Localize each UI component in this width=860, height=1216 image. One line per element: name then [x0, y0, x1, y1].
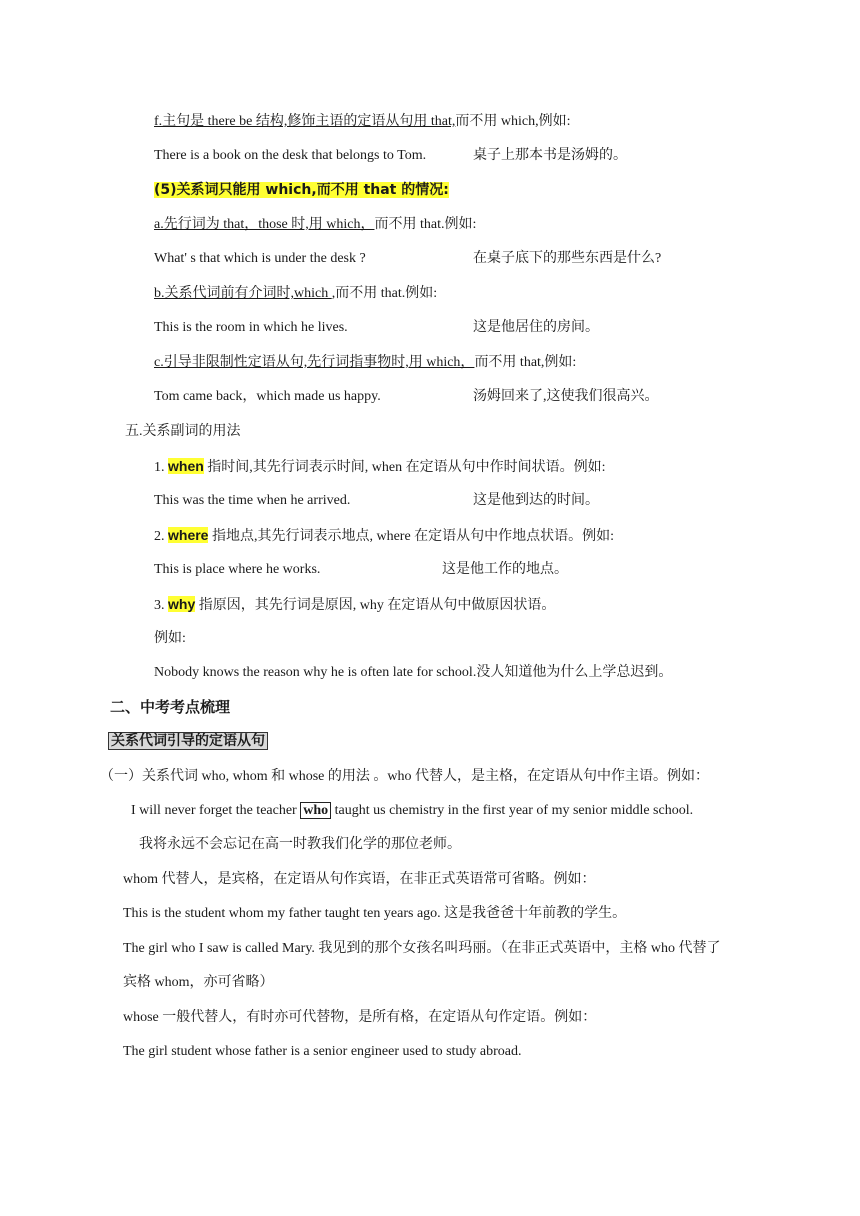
rule-a-rest: 而不用 that.例如: [374, 217, 477, 232]
adverb-why-example: Nobody knows the reason why he is often late for school.没人知道他为什么上学总迟到。 [154, 665, 673, 680]
rule-c-underlined: c.引导非限制性定语从句,先行词指事物时,用 which， [154, 355, 475, 370]
rule-c-line [154, 353, 576, 373]
adverb-when-num: 1. [154, 460, 168, 475]
whom-example: This is the student whom my father taught ten years ago. 这是我爸爸十年前教的学生。 [123, 906, 627, 921]
rule-c-rest: 而不用 that,例如: [474, 355, 577, 370]
who-example-line1: The girl who I saw is called Mary. 我见到的那个女孩名叫玛丽。（在非正式英语中，主格 who 代替了 [123, 941, 721, 956]
part-one-ex1-boxed-who: who [300, 802, 331, 819]
section-5-heading [154, 180, 449, 201]
part-one-ex1-before: I will never forget the teacher [131, 803, 301, 818]
adverb-where-example-cn: 这是他工作的地点。 [442, 562, 568, 577]
rule-a-example-cn: 在桌子底下的那些东西是什么? [473, 251, 662, 266]
rule-a-underlined: a.先行词为 that，those 时,用 which， [154, 217, 375, 232]
section-two-title: 二、中考考点梳理 [110, 698, 231, 716]
rule-a-example-en: What' s that which is under the desk ? [154, 251, 366, 266]
rule-f-underlined: f.主句是 there be 结构,修饰主语的定语从句用 that, [154, 114, 456, 129]
adverb-why-num: 3. [154, 598, 168, 613]
section-5-title: (5)关系词只能用 which,而不用 that 的情况: [154, 182, 449, 198]
rule-b-example-cn: 这是他居住的房间。 [473, 320, 599, 335]
boxed-heading: 关系代词引导的定语从句 [108, 732, 268, 750]
rule-c-example-en: Tom came back，which made us happy. [154, 389, 381, 404]
adverb-where-num: 2. [154, 529, 168, 544]
rule-b-example-en: This is the room in which he lives. [154, 320, 348, 335]
adverb-when-example-en: This was the time when he arrived. [154, 493, 351, 508]
rule-f-line [154, 112, 570, 132]
who-example-line2: 宾格 whom，亦可省略） [123, 975, 274, 990]
adverb-where-example-en: This is place where he works. [154, 562, 321, 577]
rule-b-rest: ,而不用 that.例如: [331, 286, 438, 301]
adverb-when-word: when [168, 458, 204, 474]
adverb-when-example-cn: 这是他到达的时间。 [473, 493, 599, 508]
whose-example: The girl student whose father is a senior engineer used to study abroad. [123, 1044, 522, 1059]
part-one-ex1 [131, 801, 693, 821]
adverb-when-line [154, 456, 606, 478]
adverb-why-desc: 指原因，其先行词是原因, why 在定语从句中做原因状语。 [195, 598, 556, 613]
rule-f-example-en: There is a book on the desk that belongs to Tom. [154, 148, 427, 163]
adverb-where-word: where [168, 527, 209, 543]
adverb-why-example-label: 例如: [154, 631, 186, 646]
adverb-why-word: why [168, 596, 196, 612]
rule-a-line [154, 215, 476, 235]
part-one-ex1-cn: 我将永远不会忘记在高一时教我们化学的那位老师。 [139, 837, 461, 852]
part-one-intro: （一）关系代词 who, whom 和 whose 的用法 。who 代替人，是主格，在定语从句中作主语。例如： [100, 769, 709, 784]
adverb-why-line [154, 594, 555, 616]
boxed-heading-wrap [108, 732, 268, 752]
part-one-ex1-after: taught us chemistry in the first year of my senior middle school. [331, 803, 694, 818]
adverb-where-line [154, 525, 614, 547]
rule-f-rest: 而不用 which,例如: [455, 114, 571, 129]
adverb-when-desc: 指时间,其先行词表示时间, when 在定语从句中作时间状语。例如: [203, 460, 606, 475]
rule-f-example-cn: 桌子上那本书是汤姆的。 [473, 148, 627, 163]
whose-desc: whose 一般代替人，有时亦可代替物，是所有格，在定语从句作定语。例如： [123, 1010, 597, 1025]
whom-desc: whom 代替人，是宾格，在定语从句作宾语，在非正式英语常可省略。例如： [123, 872, 596, 887]
section-five-title: 五.关系副词的用法 [125, 424, 241, 439]
rule-c-example-cn: 汤姆回来了,这使我们很高兴。 [473, 389, 659, 404]
rule-b-underlined: b.关系代词前有介词时,which [154, 286, 332, 301]
rule-b-line [154, 284, 437, 304]
adverb-where-desc: 指地点,其先行词表示地点, where 在定语从句中作地点状语。例如: [208, 529, 615, 544]
